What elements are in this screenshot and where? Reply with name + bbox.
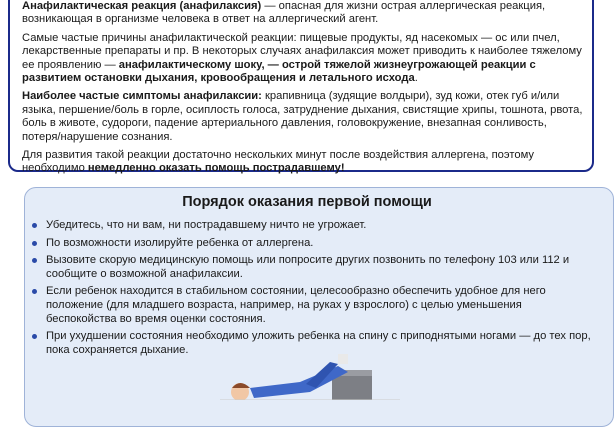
definition-text: — опасная для жизни острая аллергическая реакция, возникающая в организме человека в ответ на аллергический агент. [22, 0, 546, 26]
bullet-icon [32, 223, 37, 228]
list-item-text: Если ребенок находится в стабильном состоянии, целесообразно обеспечить удобное для него положение (для младшего возраста, например, на руках у взрослого) с целью уменьшения беспокойства во время оценки состояния. [46, 285, 546, 325]
definition-paragraph [22, 0, 584, 27]
bullet-icon [32, 241, 37, 246]
sock [338, 354, 348, 364]
causes-end: . [414, 72, 418, 85]
child-lying-legs-raised-illustration [220, 348, 400, 400]
info-text-block [22, 0, 584, 181]
symptoms-paragraph [22, 90, 584, 144]
symptoms-text: крапивница (зудящие волдыри), зуд кожи, отек губ и/или языка, першение/боль в горле, осиплость голоса, затруднение дыхания, свистящие хрипы, тошнота, рвота, боль в животе, судороги, падение артериального давления, головокружение, внезапная сонливость, потеря/нарушение сознания. [22, 90, 583, 143]
list-item [32, 285, 592, 326]
bullet-icon [32, 258, 37, 263]
shock-warning: анафилактическому шоку, — острой тяжелой жизнеугрожающей реакции с развитием остановки дыхания, кровообращения и летального исхода [22, 58, 536, 85]
list-item [32, 219, 592, 233]
list-item-text: Вызовите скорую медицинскую помощь или попросите других позвонить по телефону 103 или 112 и сообщите о возможной анафилаксии. [46, 254, 570, 280]
support-block [332, 374, 372, 400]
causes-paragraph [22, 32, 584, 86]
causes-text: Самые частые причины анафилактической реакции: пищевые продукты, яд насекомых — ос или пчел, лекарственные препараты и пр. В некоторых случаях анафилаксия может приводить к наиболее тяжелому ее проявлению — [22, 31, 582, 71]
urgency-text: Для развития такой реакции достаточно нескольких минут после воздействия аллергена, поэтому необходимо [22, 149, 534, 175]
bullet-icon [32, 334, 37, 339]
first-aid-title: Порядок оказания первой помощи [182, 194, 432, 210]
first-aid-list [32, 219, 592, 361]
list-item [32, 254, 592, 281]
list-item-text: По возможности изолируйте ребенка от аллергена. [46, 236, 314, 249]
list-item-text: Убедитесь, что ни вам, ни пострадавшему ничто не угрожает. [46, 219, 367, 231]
list-item-text: При ухудшении состояния необходимо уложить ребенка на спину с приподнятыми ногами — до тех пор, пока сохраняется дыхание. [46, 330, 591, 356]
symptoms-heading: Наиболее частые симптомы анафилаксии: [22, 90, 262, 103]
child-hair [232, 383, 250, 388]
list-item [32, 237, 592, 251]
bullet-icon [32, 289, 37, 294]
definition-term: Анафилактическая реакция (анафилаксия) [22, 0, 262, 12]
urgency-call: немедленно оказать помощь пострадавшему! [87, 162, 345, 175]
urgency-paragraph [22, 149, 584, 176]
